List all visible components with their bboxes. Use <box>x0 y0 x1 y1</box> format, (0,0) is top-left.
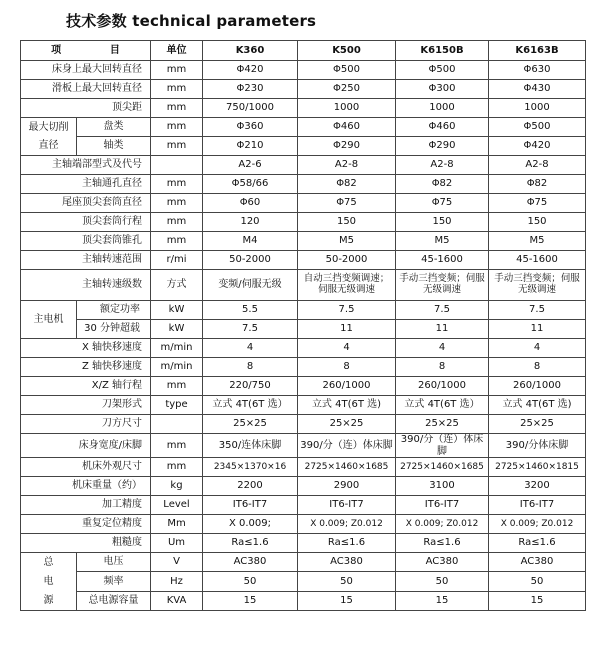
value-cell: 50 <box>203 572 298 591</box>
value-cell: Φ210 <box>203 137 298 156</box>
value-cell: 25×25 <box>298 415 396 434</box>
row-unit: Um <box>151 534 203 553</box>
value-cell: Φ230 <box>203 80 298 99</box>
value-cell: 45-1600 <box>489 251 586 270</box>
row-unit: 方式 <box>151 270 203 301</box>
header-model-k6150b: K6150B <box>396 41 489 61</box>
value-cell: IT6-IT7 <box>298 496 396 515</box>
table-row <box>21 99 586 118</box>
value-cell: 350/连体床脚 <box>203 434 298 458</box>
value-cell: A2-6 <box>203 156 298 175</box>
row-label: 尾座顶尖套筒直径 <box>21 194 151 213</box>
value-cell: 7.5 <box>396 301 489 320</box>
value-cell: 150 <box>298 213 396 232</box>
value-cell: 750/1000 <box>203 99 298 118</box>
table-row <box>21 232 586 251</box>
header-model-k360: K360 <box>203 41 298 61</box>
value-cell: 2200 <box>203 477 298 496</box>
table-row <box>21 137 586 156</box>
table-row <box>21 175 586 194</box>
value-cell: Φ75 <box>489 194 586 213</box>
value-cell: 8 <box>396 358 489 377</box>
header-unit: 单位 <box>151 41 203 61</box>
row-label: 顶尖套筒行程 <box>21 213 151 232</box>
row-label: 顶尖套筒锥孔 <box>21 232 151 251</box>
value-cell: 变频/伺服无级 <box>203 270 298 301</box>
value-cell: 15 <box>298 591 396 610</box>
table-row <box>21 591 586 610</box>
value-cell: 150 <box>396 213 489 232</box>
table-row <box>21 213 586 232</box>
row-unit <box>151 156 203 175</box>
value-cell: 立式 4T(6T 选） <box>396 396 489 415</box>
row-unit: Level <box>151 496 203 515</box>
value-cell: 立式 4T(6T 选) <box>298 396 396 415</box>
row-unit: mm <box>151 80 203 99</box>
spec-table-body <box>21 41 586 611</box>
row-label: 主轴转速范围 <box>21 251 151 270</box>
value-cell: 8 <box>203 358 298 377</box>
row-unit: mm <box>151 118 203 137</box>
row-label: 机床外观尺寸 <box>21 458 151 477</box>
row-unit: kW <box>151 320 203 339</box>
row-label: 轴类 <box>77 137 151 156</box>
value-cell: 4 <box>489 339 586 358</box>
value-cell: Φ420 <box>489 137 586 156</box>
value-cell: 15 <box>489 591 586 610</box>
table-row <box>21 194 586 213</box>
table-row <box>21 156 586 175</box>
row-unit: type <box>151 396 203 415</box>
row-unit: m/min <box>151 339 203 358</box>
value-cell: 390/分（连）体床脚 <box>298 434 396 458</box>
row-unit: mm <box>151 458 203 477</box>
row-unit: m/min <box>151 358 203 377</box>
power-group-char: 总 <box>43 557 54 568</box>
table-row <box>21 270 586 301</box>
value-cell: 15 <box>203 591 298 610</box>
value-cell: A2-8 <box>298 156 396 175</box>
value-cell: 3100 <box>396 477 489 496</box>
value-cell: 2900 <box>298 477 396 496</box>
table-row <box>21 396 586 415</box>
row-label: 机床重量（约） <box>21 477 151 496</box>
value-cell: AC380 <box>396 553 489 572</box>
value-cell: 4 <box>298 339 396 358</box>
value-cell: X 0.009; Z0.012 <box>489 515 586 534</box>
value-cell: Φ360 <box>203 118 298 137</box>
value-cell: 390/分体床脚 <box>489 434 586 458</box>
value-cell: Φ60 <box>203 194 298 213</box>
value-cell: IT6-IT7 <box>396 496 489 515</box>
value-cell: M5 <box>489 232 586 251</box>
row-label: Z 轴快移速度 <box>21 358 151 377</box>
row-label: 额定功率 <box>77 301 151 320</box>
value-cell: Φ500 <box>298 61 396 80</box>
value-cell: 4 <box>203 339 298 358</box>
value-cell: 25×25 <box>203 415 298 434</box>
value-cell: Ra≤1.6 <box>203 534 298 553</box>
row-label: 滑板上最大回转直径 <box>21 80 151 99</box>
row-label: 频率 <box>77 572 151 591</box>
value-cell: 390/分（连）体床脚 <box>396 434 489 458</box>
value-cell: 1000 <box>298 99 396 118</box>
value-cell: IT6-IT7 <box>489 496 586 515</box>
table-row <box>21 434 586 458</box>
value-cell: Ra≤1.6 <box>396 534 489 553</box>
value-cell: AC380 <box>489 553 586 572</box>
page-title: 技术参数 technical parameters <box>66 12 317 30</box>
value-cell: 50 <box>489 572 586 591</box>
row-unit: Hz <box>151 572 203 591</box>
row-unit: mm <box>151 99 203 118</box>
value-cell: Φ430 <box>489 80 586 99</box>
row-label: 30 分钟超载 <box>77 320 151 339</box>
table-row <box>21 553 586 572</box>
table-row <box>21 534 586 553</box>
table-row <box>21 320 586 339</box>
value-cell: Φ290 <box>396 137 489 156</box>
value-cell: Φ82 <box>396 175 489 194</box>
value-cell: 11 <box>298 320 396 339</box>
row-label: 刀方尺寸 <box>21 415 151 434</box>
row-label: X 轴快移速度 <box>21 339 151 358</box>
table-row <box>21 458 586 477</box>
value-cell: 260/1000 <box>489 377 586 396</box>
row-label: X/Z 轴行程 <box>21 377 151 396</box>
value-cell: Ra≤1.6 <box>489 534 586 553</box>
table-row <box>21 61 586 80</box>
value-cell: 45-1600 <box>396 251 489 270</box>
value-cell: 2725×1460×1685 <box>298 458 396 477</box>
value-cell: 手动三挡变频；伺服无级调速 <box>396 270 489 301</box>
row-unit: kW <box>151 301 203 320</box>
value-cell: A2-8 <box>489 156 586 175</box>
value-cell: 2725×1460×1685 <box>396 458 489 477</box>
value-cell: 自动三挡变频调速；伺服无级调速 <box>298 270 396 301</box>
row-label: 粗糙度 <box>21 534 151 553</box>
value-cell: A2-8 <box>396 156 489 175</box>
row-label: 总电源容量 <box>77 591 151 610</box>
value-cell: 立式 4T(6T 选） <box>203 396 298 415</box>
value-cell: Φ75 <box>298 194 396 213</box>
value-cell: 50-2000 <box>203 251 298 270</box>
table-row <box>21 515 586 534</box>
value-cell: 120 <box>203 213 298 232</box>
row-label: 刀架形式 <box>21 396 151 415</box>
table-row <box>21 251 586 270</box>
power-group-char: 源 <box>43 595 54 606</box>
value-cell: Ra≤1.6 <box>298 534 396 553</box>
value-cell: 4 <box>396 339 489 358</box>
row-unit: mm <box>151 377 203 396</box>
value-cell: Φ630 <box>489 61 586 80</box>
value-cell: X 0.009; Z0.012 <box>396 515 489 534</box>
row-label: 主轴通孔直径 <box>21 175 151 194</box>
value-cell: 260/1000 <box>396 377 489 396</box>
row-label: 主轴端部型式及代号 <box>21 156 151 175</box>
row-unit <box>151 415 203 434</box>
value-cell: 8 <box>489 358 586 377</box>
row-label: 主轴转速级数 <box>21 270 151 301</box>
row-unit: mm <box>151 175 203 194</box>
table-row <box>21 118 586 137</box>
table-row <box>21 477 586 496</box>
value-cell: 11 <box>396 320 489 339</box>
value-cell: Φ75 <box>396 194 489 213</box>
row-label: 床身宽度/床脚 <box>21 434 151 458</box>
table-row <box>21 358 586 377</box>
table-row <box>21 377 586 396</box>
value-cell: 手动三挡变频；伺服无级调速 <box>489 270 586 301</box>
value-cell: Φ250 <box>298 80 396 99</box>
row-unit: Mm <box>151 515 203 534</box>
value-cell: 3200 <box>489 477 586 496</box>
value-cell: Φ460 <box>396 118 489 137</box>
value-cell: Φ58/66 <box>203 175 298 194</box>
value-cell: X 0.009; <box>203 515 298 534</box>
power-group-label <box>21 553 77 611</box>
table-row <box>21 339 586 358</box>
value-cell: 1000 <box>396 99 489 118</box>
value-cell: AC380 <box>298 553 396 572</box>
row-unit: mm <box>151 232 203 251</box>
header-row <box>21 41 586 61</box>
row-unit: mm <box>151 434 203 458</box>
row-label: 盘类 <box>77 118 151 137</box>
value-cell: Φ420 <box>203 61 298 80</box>
row-unit: mm <box>151 61 203 80</box>
header-item <box>21 41 151 61</box>
row-unit: V <box>151 553 203 572</box>
value-cell: M5 <box>396 232 489 251</box>
row-unit: mm <box>151 137 203 156</box>
header-model-k500: K500 <box>298 41 396 61</box>
value-cell: IT6-IT7 <box>203 496 298 515</box>
row-unit: mm <box>151 194 203 213</box>
header-model-k6163b: K6163B <box>489 41 586 61</box>
value-cell: 2725×1460×1815 <box>489 458 586 477</box>
value-cell: Φ82 <box>489 175 586 194</box>
row-unit: kg <box>151 477 203 496</box>
table-row <box>21 80 586 99</box>
value-cell: 立式 4T(6T 选) <box>489 396 586 415</box>
row-label: 床身上最大回转直径 <box>21 61 151 80</box>
value-cell: 260/1000 <box>298 377 396 396</box>
value-cell: 15 <box>396 591 489 610</box>
value-cell: Φ460 <box>298 118 396 137</box>
value-cell: 5.5 <box>203 301 298 320</box>
value-cell: 2345×1370×16 <box>203 458 298 477</box>
value-cell: 150 <box>489 213 586 232</box>
row-unit: KVA <box>151 591 203 610</box>
value-cell: Φ500 <box>396 61 489 80</box>
value-cell: 7.5 <box>203 320 298 339</box>
value-cell: 25×25 <box>489 415 586 434</box>
value-cell: Φ82 <box>298 175 396 194</box>
value-cell: 7.5 <box>489 301 586 320</box>
value-cell: Φ290 <box>298 137 396 156</box>
spec-table <box>20 40 586 611</box>
header-item-b: 目 <box>109 44 120 56</box>
value-cell: 50 <box>298 572 396 591</box>
value-cell: 220/750 <box>203 377 298 396</box>
value-cell: 25×25 <box>396 415 489 434</box>
max-cut-group-label: 直径 <box>21 137 77 156</box>
table-row <box>21 301 586 320</box>
value-cell: AC380 <box>203 553 298 572</box>
row-label: 重复定位精度 <box>21 515 151 534</box>
value-cell: 8 <box>298 358 396 377</box>
value-cell: 11 <box>489 320 586 339</box>
table-row <box>21 415 586 434</box>
value-cell: Φ500 <box>489 118 586 137</box>
max-cut-group-label: 最大切削 <box>21 118 77 137</box>
value-cell: 50-2000 <box>298 251 396 270</box>
value-cell: 7.5 <box>298 301 396 320</box>
row-unit: r/mi <box>151 251 203 270</box>
motor-group-label: 主电机 <box>21 301 77 339</box>
value-cell: M5 <box>298 232 396 251</box>
row-label: 电压 <box>77 553 151 572</box>
header-item-a: 项 <box>51 44 62 56</box>
value-cell: M4 <box>203 232 298 251</box>
row-label: 加工精度 <box>21 496 151 515</box>
value-cell: Φ300 <box>396 80 489 99</box>
value-cell: X 0.009; Z0.012 <box>298 515 396 534</box>
value-cell: 1000 <box>489 99 586 118</box>
table-row <box>21 496 586 515</box>
row-unit: mm <box>151 213 203 232</box>
value-cell: 50 <box>396 572 489 591</box>
table-row <box>21 572 586 591</box>
power-group-char: 电 <box>43 576 54 587</box>
row-label: 顶尖距 <box>21 99 151 118</box>
